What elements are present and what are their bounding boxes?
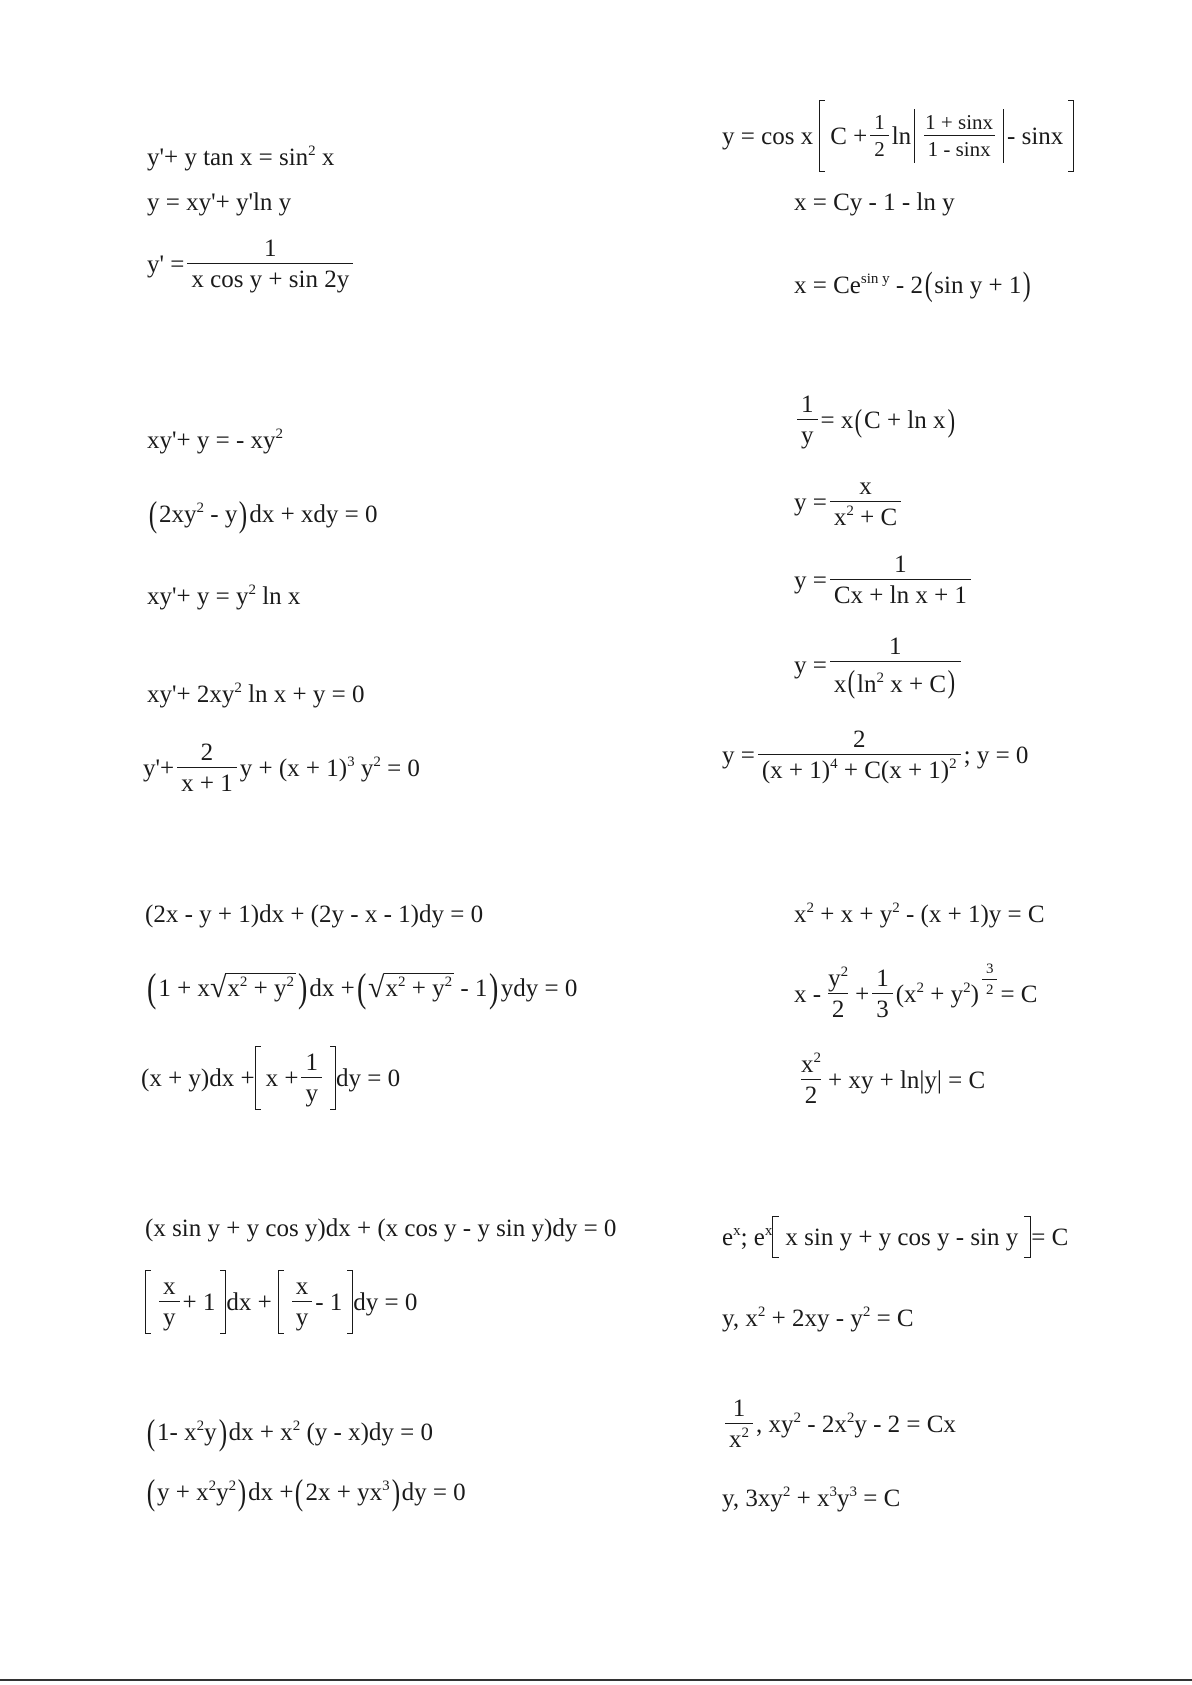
equation-1: y'+ y $\tan x = \sin^2 x$ bbox=[147, 143, 335, 171]
equation-5: ( $2xy^2$ - y ) dx + xdy = 0 bbox=[148, 494, 378, 534]
answer-7: y = $\frac{1}{x(\ln^2 x + C)}$ bbox=[794, 634, 964, 697]
answer-6: y = $\frac{1}{\text{Cx + ln x + 1}}$ bbox=[794, 552, 974, 608]
answer-13: y, $x^2 + 2xy - y^2 = C$ bbox=[722, 1304, 914, 1332]
answer-2: x = Cy - 1 - ln y bbox=[794, 189, 955, 216]
equation-10: ( 1 + x √ $x^2 + y^2$ ) dx + ( √ $x^2 + y^2$ - 1 ) ydy = 0 bbox=[146, 965, 578, 1010]
equation-2: y = xy'+ y'ln y bbox=[147, 189, 292, 216]
answer-8: y = $\frac{2}{(x + 1)^4 + C(x + 1)^2}$ ; y = 0 bbox=[722, 726, 1029, 784]
equation-11: (x + y)dx + x + $\frac{1}{y}$ dy = 0 bbox=[141, 1046, 400, 1110]
answer-3: $x = Ce^{sin y} - 2$ ( sin y + 1 ) bbox=[794, 266, 1031, 303]
answer-5: y = $\frac{x}{x^2 + C}$ bbox=[794, 474, 904, 530]
equation-13: $\frac{x}{y}$ + 1 dx + $\frac{x}{y}$ - 1 dy = 0 bbox=[145, 1270, 417, 1334]
answer-4: $\frac{1}{y}$ = x ( C + ln x ) bbox=[794, 392, 956, 448]
equation-15: ( $y + x^2y^2$ ) dx + ( $2x + yx^3$ ) dy = 0 bbox=[146, 1472, 466, 1512]
answer-1: y = cos x C + $\frac{1}{2}$ ln $\frac{1 + \sin x}{1 - \sin x}$ - sinx bbox=[722, 100, 1074, 172]
answer-11: $\frac{x^2}{2}$ + xy + ln|y| = C bbox=[801, 1050, 986, 1109]
answer-15: y, $3xy^2 + x^3y^3 = C$ bbox=[722, 1484, 901, 1512]
equation-4: xy'+ y = - $xy^2$ bbox=[147, 426, 284, 454]
bottom-rule bbox=[0, 1679, 1192, 1681]
equation-9: (2x - y + 1)dx + (2y - x - 1)dy = 0 bbox=[145, 901, 484, 928]
equation-14: ( 1- $x^2y$ ) dx + $x^2$ (y - x)dy = 0 bbox=[146, 1412, 434, 1452]
equation-3: y' = $\frac{1}{\text{x cos y + sin 2y}}$ bbox=[147, 236, 356, 292]
answer-12: $e^x$; $e^x$ x sin y + y cos y - sin y = C bbox=[722, 1216, 1068, 1258]
answer-10: x - $\frac{y^2}{2}$ + $\frac{1}{3}$ $(x^2 + y^2)$ $\frac{3}{2}$ = C bbox=[794, 961, 1038, 1023]
equation-6: $xy'+ y = y^2$ ln x bbox=[147, 582, 301, 610]
answer-14: $\frac{1}{x^2}$ , $xy^2 - 2x^2y - 2 = Cx$ bbox=[722, 1396, 956, 1452]
equation-12: (x sin y + y cos y)dx + (x cos y - y sin y)dy = 0 bbox=[145, 1215, 617, 1242]
answer-9: $x^2 + x + y^2 - (x + 1)y = C$ bbox=[794, 900, 1045, 928]
equation-8: y'+ $\frac{2}{x + 1}$ $y + (x + 1)^3$ $y^2 = 0$ bbox=[143, 739, 420, 797]
equation-7: $xy'+ 2xy^2$ ln x + y = 0 bbox=[147, 680, 365, 708]
